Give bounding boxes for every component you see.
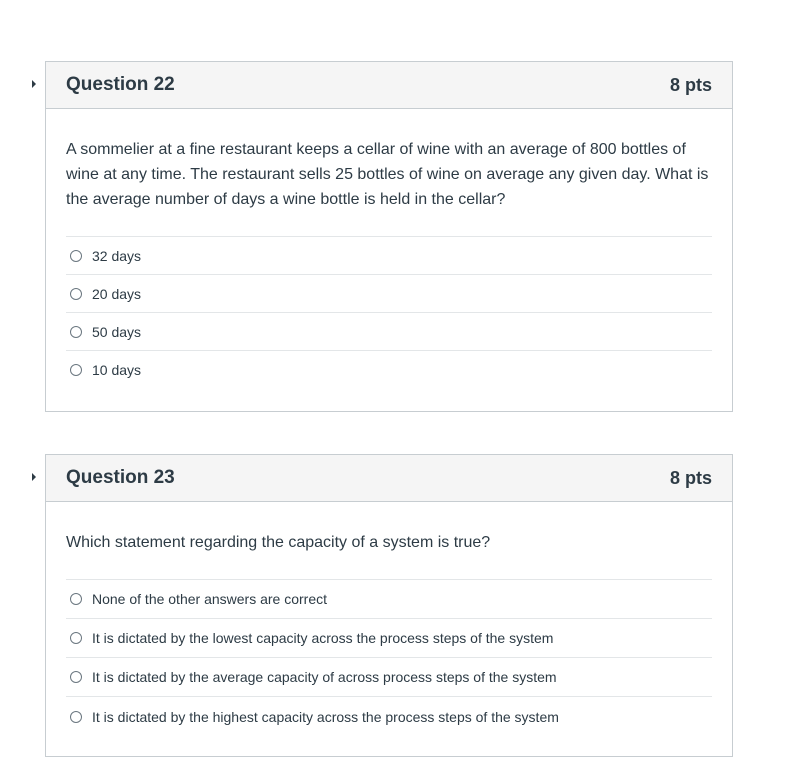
radio-button-icon[interactable] <box>70 711 82 723</box>
answer-label[interactable]: None of the other answers are correct <box>92 591 328 607</box>
radio-button-icon[interactable] <box>70 288 82 300</box>
radio-button-icon[interactable] <box>70 671 82 683</box>
answer-option[interactable] <box>66 658 712 697</box>
answer-option[interactable] <box>66 697 712 736</box>
answer-option[interactable] <box>66 580 712 619</box>
question-header <box>46 62 732 109</box>
question-header <box>46 455 732 502</box>
answer-label[interactable]: 10 days <box>92 362 142 378</box>
question-title: Question 22 <box>66 74 175 95</box>
radio-button-icon[interactable] <box>70 250 82 262</box>
answer-label[interactable]: It is dictated by the average capacity of across process steps of the system <box>92 669 557 685</box>
answer-label[interactable]: It is dictated by the lowest capacity across the process steps of the system <box>92 630 554 646</box>
question-card <box>45 61 733 412</box>
answer-list <box>66 579 712 736</box>
answer-option[interactable] <box>66 275 712 313</box>
question-text: Which statement regarding the capacity of a system is true? <box>66 534 491 551</box>
question-text: A sommelier at a fine restaurant keeps a cellar of wine with an average of 800 bottles of wine at any time. The restaurant sells 25 bottles of wine on average any given day. What is the average number of days a wine bottle is held in the cellar? <box>66 141 709 208</box>
question-title: Question 23 <box>66 467 175 488</box>
answer-label[interactable]: 20 days <box>92 285 142 302</box>
answer-label[interactable]: It is dictated by the highest capacity across the process steps of the system <box>92 708 559 725</box>
answer-option[interactable] <box>66 619 712 658</box>
answer-list <box>66 236 712 389</box>
question-body <box>46 502 732 736</box>
radio-button-icon[interactable] <box>70 593 82 605</box>
radio-button-icon[interactable] <box>70 326 82 338</box>
answer-label[interactable]: 32 days <box>92 247 142 264</box>
answer-option[interactable] <box>66 351 712 389</box>
flag-question-icon[interactable] <box>32 473 36 481</box>
question-points: 8 pts <box>669 467 712 488</box>
question-body <box>46 109 732 389</box>
question-card <box>45 454 733 757</box>
answer-option[interactable] <box>66 237 712 275</box>
flag-question-icon[interactable] <box>32 80 36 88</box>
radio-button-icon[interactable] <box>70 632 82 644</box>
question-points: 8 pts <box>669 74 712 95</box>
answer-label[interactable]: 50 days <box>92 323 142 340</box>
answer-option[interactable] <box>66 313 712 351</box>
radio-button-icon[interactable] <box>70 364 82 376</box>
